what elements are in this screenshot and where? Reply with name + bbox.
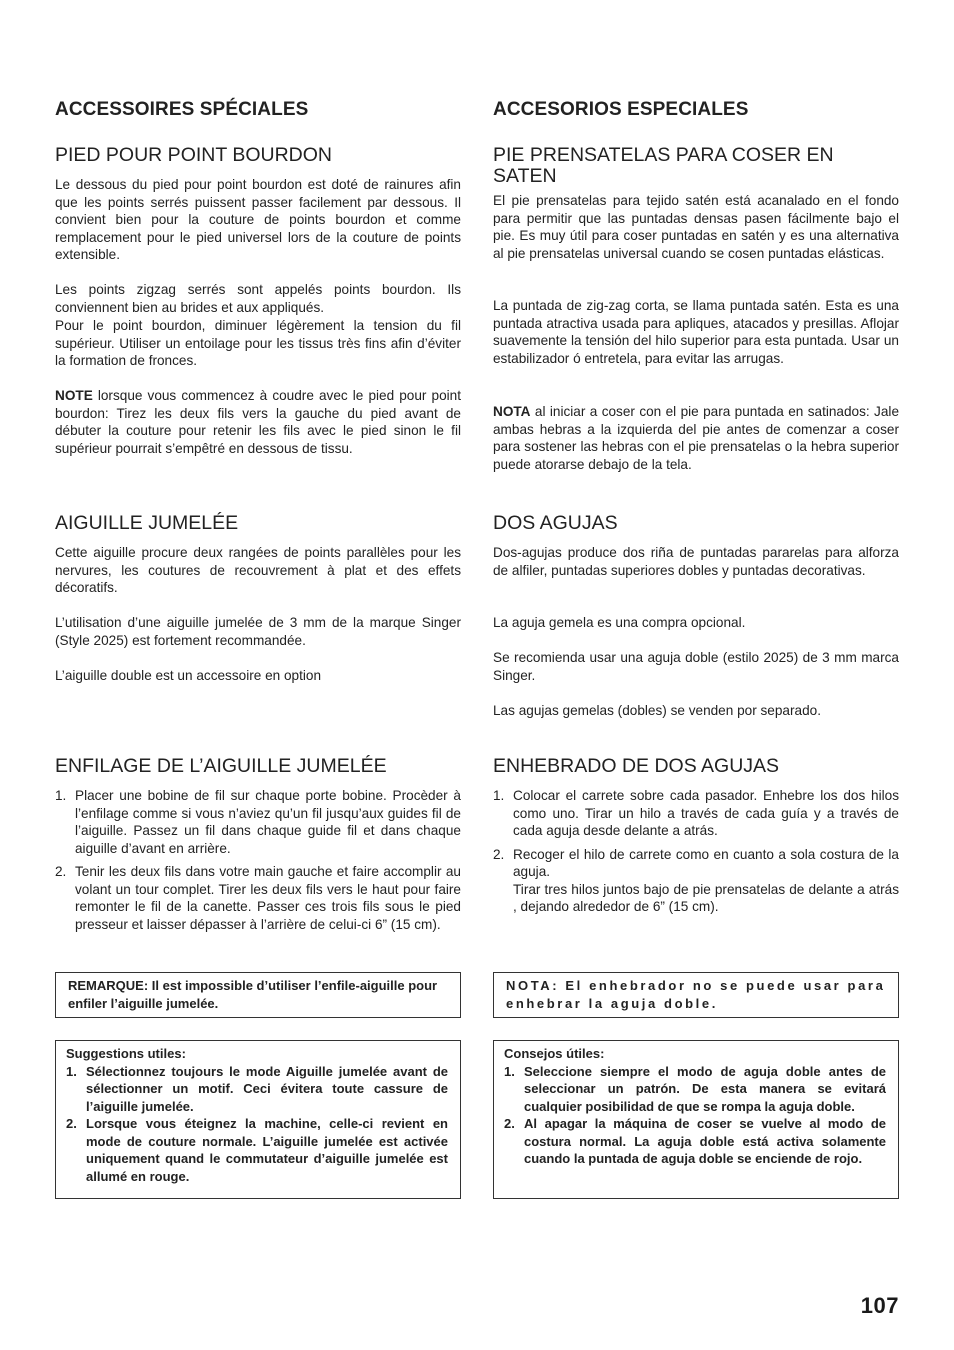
threading-steps-fr [55,787,461,939]
list-item [493,787,899,840]
satin-foot-paragraph-2-es: La puntada de zig-zag corta, se llama puntada satén. Esta es una puntada atractiva usada para apliques, atacados y presillas. Aflojar suavemente la tensión del hilo superior para esta puntada. Usar un estabilizador ó entretela, para evitar las arrugas. [493,298,899,366]
satin-foot-paragraph-1-es: El pie prensatelas para tejido satén está acanalado en el fondo para permitir que las puntadas densas pasen fácilmente bajo el pie. Es muy útil para coser puntadas en satén y es una alternativa al pie prensatelas universal cuando se cosen puntadas elásticas. [493,193,899,261]
note-text-fr: lorsque vous commencez à coudre avec le pied pour point bourdon: Tirez les deux fils vers la gauche du pied avant de débuter la couture pour retenir les fils avec le pied sinon le fil supérieur pourrait s’empêtré en dessous de tissu. [55,388,461,456]
list-item [504,1063,886,1116]
twin-needle-paragraph-3-fr: L’aiguille double est un accessoire en option [55,668,322,683]
step-number: 1. [493,788,505,803]
list-item [55,863,461,933]
tip-number: 1. [504,1063,515,1079]
section-title-fr: ACCESSOIRES SPÉCIALES [55,99,309,120]
twin-needle-paragraph-2-fr: L’utilisation d’une aiguille jumelée de 3 mm de la marque Singer (Style 2025) est fortement recommandée. [55,615,461,648]
heading-satin-foot-fr: PIED POUR POINT BOURDON [55,144,333,166]
list-item [55,787,461,857]
section-title-es: ACCESORIOS ESPECIALES [493,99,749,120]
remark-box-fr [55,972,461,1018]
step-text: Colocar el carrete sobre cada pasador. Enhebre los dos hilos como uno. Tirar un hilo a través de cada guía y a través de cada aguja desde delante a atrás. [513,788,899,838]
tips-title-fr: Suggestions utiles: [66,1046,186,1061]
remark-text-fr: REMARQUE: Il est impossible d’utiliser l’enfile-aiguille pour enfiler l’aiguille jumelée. [68,978,438,1011]
tips-box-es [493,1040,899,1199]
remark-box-es [493,972,899,1018]
tips-list-fr [66,1063,448,1186]
tips-list-es [504,1063,886,1168]
step-text-continued: Tirar tres hilos juntos bajo de pie prensatelas de delante a atrás , dejando alrededor de 6” (15 cm). [513,881,899,914]
tips-title-es: Consejos útiles: [504,1046,605,1061]
twin-needle-paragraph-1-es: Dos-agujas produce dos riña de puntadas pararelas para alforza de alfiler, puntadas superiores dobles y puntadas decorativas. [493,545,899,578]
satin-foot-paragraph-1-fr: Le dessous du pied pour point bourdon est doté de rainures afin que les points serrés puissent passer facilement par dessous. Il convient bien pour la couture de points bourdon et comme remplacement pour le pied universel lors de la couture de points extensible. [55,177,461,262]
step-text: Recoger el hilo de carrete como en cuanto a sola costura de la aguja. [513,846,899,879]
step-text: Placer une bobine de fil sur chaque porte bobine. Procèder à l’enfilage comme si vous n’aviez qu’un fil jusqu’aux guides fil de l’aiguille. Passez un fil dans chaque guide fil et dans chaque aiguille d’avant en arrière. [75,788,461,856]
twin-needle-paragraph-2-es: La aguja gemela es una compra opcional. [493,615,746,630]
satin-foot-note-fr [55,387,461,457]
satin-foot-note-es [493,403,899,473]
note-text-es: al iniciar a coser con el pie para puntada en satinados: Jale ambas hebras a la izquierda del pie antes de comenzar a coser para sostener las hebras con el pie prensatelas o la hebra superior puede atorarse debajo de la tela. [493,404,899,472]
tip-text: Seleccione siempre el modo de aguja doble antes de seleccionar un patrón. De esta manera se evitará cualquier posibilidad de que se rompa la aguja doble. [524,1063,886,1114]
tip-number: 2. [66,1116,77,1131]
threading-steps-es [493,787,899,922]
tip-text: Lorsque vous éteignez la machine, celle-ci revient en mode de couture normale. L’aiguille jumelée est activée uniquement quand le commutateur d’aiguille jumelée est allumé en rouge. [86,1116,448,1184]
step-number: 1. [55,788,67,803]
heading-twin-needle-fr: AIGUILLE JUMELÉE [55,512,239,534]
page-number: 107 [860,1293,899,1318]
note-label-es: NOTA [493,404,531,419]
step-text: Tenir les deux fils dans votre main gauche et faire accomplir au volant un tour complet. Tirer les deux fils vers le haut pour faire remonter le fil de la canette. Passer ces trois fils sous le pied presseur et laisser dépasser à l’arrière de celui-ci 6” (15 cm). [75,864,461,932]
step-number: 2. [493,846,505,862]
list-item [66,1063,448,1116]
list-item [493,846,899,916]
list-item [66,1115,448,1185]
tip-text: Al apagar la máquina de coser se vuelve al modo de costura normal. La aguja doble está activa solamente cuando la puntada de aguja doble se enciende de rojo. [524,1116,886,1166]
heading-twin-threading-fr: ENFILAGE DE L’AIGUILLE JUMELÉE [55,755,387,777]
remark-text-es: NOTA: El enhebrador no se puede usar para enhebrar la aguja doble. [506,978,886,1011]
twin-needle-paragraph-1-fr: Cette aiguille procure deux rangées de points parallèles pour les nervures, les coutures de recouvrement à plat et des effets décoratifs. [55,545,461,595]
note-label-fr: NOTE [55,388,93,403]
twin-needle-paragraph-3-es: Se recomienda usar una aguja doble (estilo 2025) de 3 mm marca Singer. [493,650,899,683]
heading-satin-foot-es: PIE PRENSATELAS PARA COSER EN SATEN [493,144,834,187]
tip-text: Sélectionnez toujours le mode Aiguille jumelée avant de sélectionner un motif. Ceci évitera toute cassure de l’aiguille jumelée. [86,1063,448,1114]
heading-twin-needle-es: DOS AGUJAS [493,512,618,534]
step-number: 2. [55,864,67,879]
satin-foot-paragraph-2-fr: Les points zigzag serrés sont appelés points bourdon. Ils conviennent bien au brides et aux appliqués. [55,282,461,315]
tip-number: 2. [504,1116,515,1131]
tips-box-fr [55,1040,461,1199]
satin-foot-paragraph-3-fr: Pour le point bourdon, diminuer légèrement la tension du fil supérieur. Utiliser un entoilage pour les tissus très fins afin d’éviter la formation de fronces. [55,318,461,368]
list-item [504,1115,886,1168]
tip-number: 1. [66,1063,77,1079]
twin-needle-paragraph-4-es: Las agujas gemelas (dobles) se venden por separado. [493,703,821,718]
heading-twin-threading-es: ENHEBRADO DE DOS AGUJAS [493,755,780,777]
